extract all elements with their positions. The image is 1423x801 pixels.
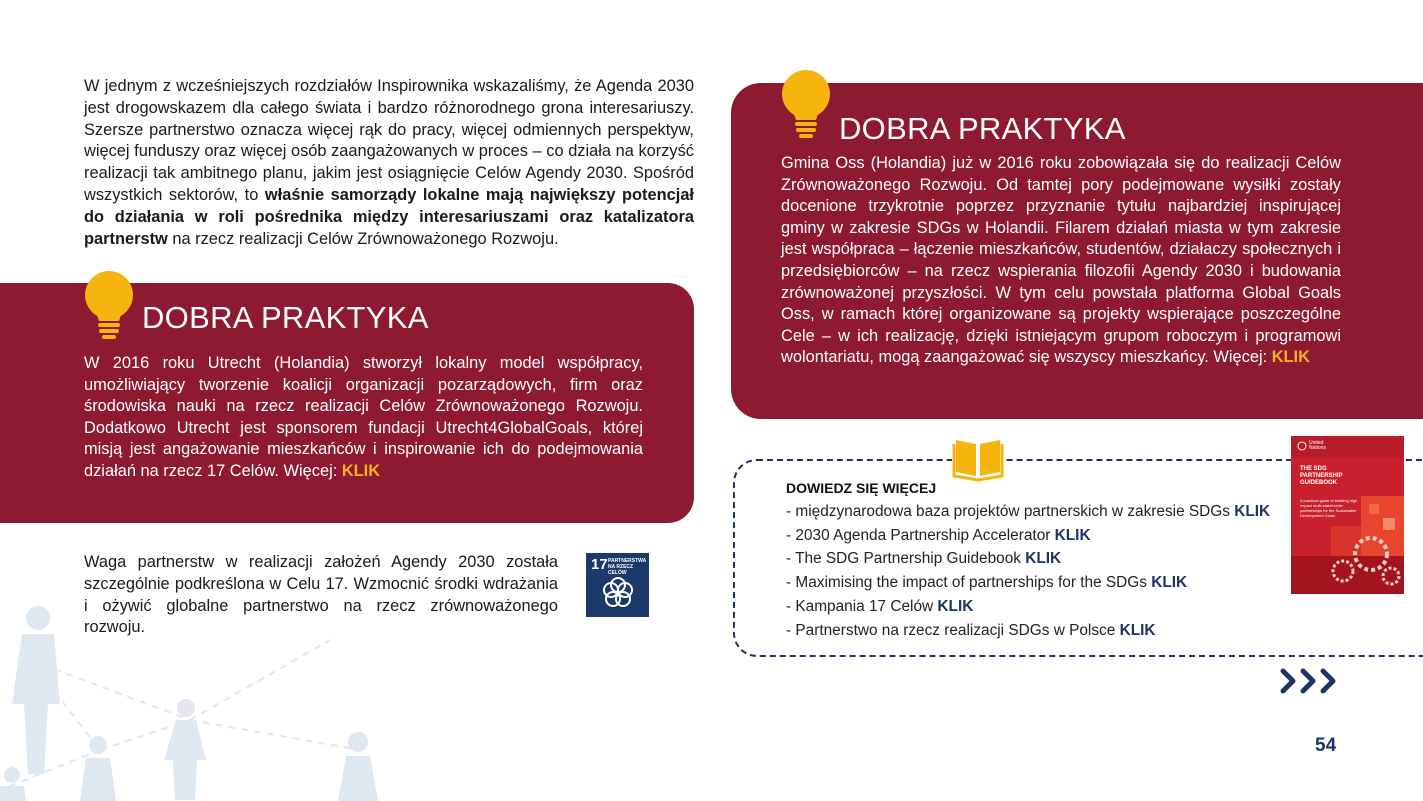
- klik-link[interactable]: KLIK: [1119, 621, 1156, 639]
- klik-link[interactable]: KLIK: [1271, 348, 1310, 367]
- intro-text-start: W jednym z wcześniejszych rozdziałów Inspirownika wskazaliśmy, że Agenda 2030 jest drogowskazem dla całego świata i bardzo różnorodnego grona interesariuszy. Szersze partnerstwo oznacza więcej rąk do pracy, więcej odmiennych perspektyw, więcej funduszy oraz więcej osób zaangażowanych w proces – co działa na korzyść realizacji tak ambitnego planu, jakim jest osiągnięcie Celów Agendy 2030. Spośród wszystkich sektorów, to: [84, 77, 694, 204]
- lightbulb-icon: [81, 271, 137, 343]
- lightbulb-icon: [778, 70, 834, 142]
- book-icon-wrapper: [952, 436, 1004, 482]
- guidebook-cover-image[interactable]: [1291, 436, 1404, 594]
- partnership-flower-icon: [600, 575, 636, 611]
- list-item: - międzynarodowa baza projektów partnerskich w zakresie SDGs KLIK: [786, 503, 1271, 520]
- list-item: - The SDG Partnership Guidebook KLIK: [786, 550, 1062, 568]
- learn-more-title: DOWIEDZ SIĘ WIĘCEJ: [786, 480, 937, 496]
- sdg17-badge: [586, 553, 649, 617]
- sdg17-paragraph: Waga partnerstw w realizacji założeń Agendy 2030 została szczególnie podkreślona w Celu 17. Wzmocnić środki wdrażania i ożywić globalne partnerstwo na rzecz zrównoważonego rozwoju.: [84, 553, 558, 637]
- card-title: DOBRA PRAKTYKA: [839, 111, 1126, 146]
- guidebook-title: THE SDG PARTNERSHIP GUIDEBOOK: [1300, 466, 1343, 486]
- intro-paragraph: [84, 76, 694, 250]
- klik-link[interactable]: KLIK: [1234, 503, 1271, 520]
- good-practice-card-oss: [731, 83, 1423, 419]
- gears-illustration: [1291, 496, 1404, 594]
- klik-link[interactable]: KLIK: [1054, 526, 1091, 544]
- list-item: - Partnerstwo na rzecz realizacji SDGs w Polsce KLIK: [786, 621, 1156, 639]
- page-number: 54: [1315, 735, 1337, 756]
- card-body-text: W 2016 roku Utrecht (Holandia) stworzył lokalny model współpracy, umożliwiający tworzenie koalicji organizacji pozarządowych, firm oraz środowiska nauki na rzecz realizacji Celów Zrównoważonego Rozwoju. Dodatkowo Utrecht jest sponsorem fundacji Utrecht4GlobalGoals, której misją jest angażowanie mieszkańców i inspirowanie ich do podejmowania działań na rzecz 17 Celów. Więcej:: [84, 354, 643, 480]
- klik-link[interactable]: KLIK: [1151, 574, 1188, 592]
- sdg-number: 17: [591, 556, 608, 573]
- book-icon: [952, 436, 1004, 482]
- guidebook-org: United Nations: [1309, 440, 1326, 451]
- list-item: - 2030 Agenda Partnership Accelerator KLIK: [786, 526, 1091, 544]
- klik-link[interactable]: KLIK: [937, 597, 974, 615]
- klik-link[interactable]: KLIK: [1025, 550, 1062, 568]
- list-item: - Kampania 17 Celów KLIK: [786, 597, 974, 615]
- guidebook-header-graphic: [1291, 436, 1404, 458]
- intro-text-bold: właśnie samorządy lokalne mają największy potencjał do działania w roli pośrednika między interesariuszami oraz katalizatora partnerstw: [84, 185, 694, 248]
- sdg-label: PARTNERSTWA NA RZECZ CELÓW: [608, 558, 647, 576]
- next-chevrons-icon[interactable]: [1279, 666, 1343, 696]
- card-body-text: Gmina Oss (Holandia) już w 2016 roku zobowiązała się do realizacji Celów Zrównoważonego Rozwoju. Od tamtej pory podejmowane wysiłki zostały docenione trzykrotnie poprzez przyznanie tytułu najbardziej inspirującej gminy w zakresie SDGs w Holandii. Filarem działań miasta w tym zakresie jest współpraca – łączenie mieszkańców, studentów, działaczy społecznych i przedsiębiorców – na rzecz wspierania filozofii Agendy 2030 i budowania zrównoważonej przyszłości. W tym celu powstała platforma Global Goals Oss, w ramach której organizowane są projekty wspierające poszczególne Cele – w ich realizację, dzięki istniejącym grupom roboczym i programowi wolontariatu, mogą zaangażować się wszyscy mieszkańcy. Więcej:: [781, 154, 1341, 367]
- card-body: [781, 153, 1341, 369]
- guidebook-subtitle: A practical guide to building high impact multi-stakeholder partnerships for the Sustainable Development Goals: [1300, 498, 1358, 518]
- card-body: [84, 353, 643, 483]
- intro-text-end: na rzecz realizacji Celów Zrównoważonego Rozwoju.: [167, 229, 559, 248]
- list-item: - Maximising the impact of partnerships for the SDGs KLIK: [786, 574, 1188, 592]
- learn-more-list: [786, 500, 1270, 642]
- card-title: DOBRA PRAKTYKA: [142, 300, 429, 335]
- klik-link[interactable]: KLIK: [341, 461, 381, 480]
